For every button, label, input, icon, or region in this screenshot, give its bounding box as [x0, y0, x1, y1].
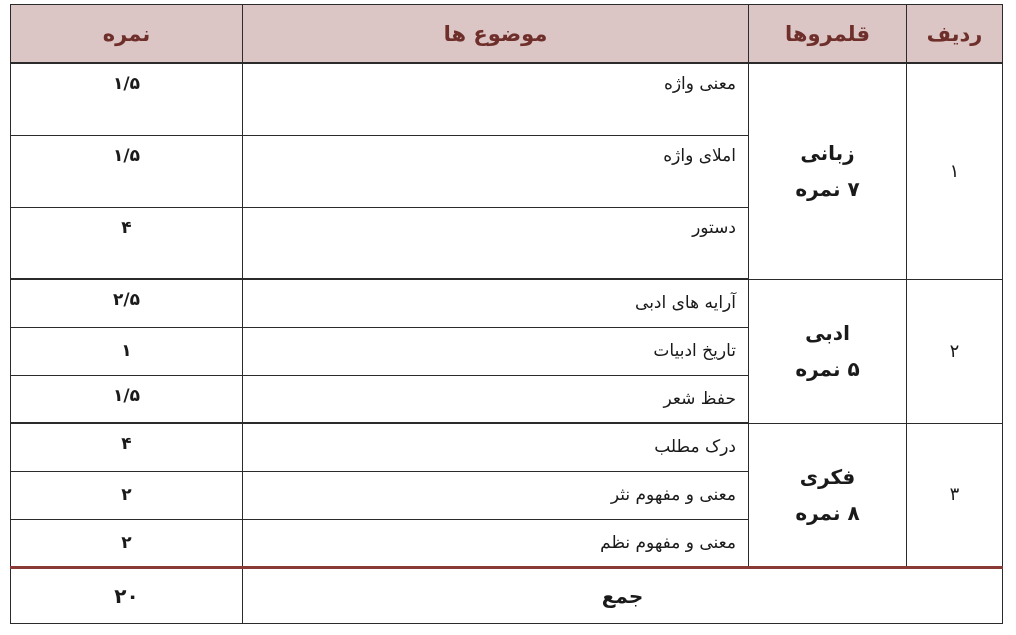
row-number-cell: ۳ — [907, 423, 1003, 567]
score-table-container — [10, 4, 1002, 624]
topic-cell: درک مطلب — [243, 423, 749, 471]
table-row — [11, 63, 1003, 135]
score-cell: ۲ — [11, 471, 243, 519]
topic-cell: معنی و مفهوم نثر — [243, 471, 749, 519]
domain-cell — [749, 279, 907, 423]
domain-score: ۵ نمره — [795, 357, 860, 381]
header-row — [11, 5, 1003, 64]
header-domain: قلمروها — [749, 5, 907, 64]
topic-cell: معنی واژه — [243, 63, 749, 135]
score-cell: ۲ — [11, 519, 243, 567]
score-cell: ۱/۵ — [11, 375, 243, 423]
domain-score: ۷ نمره — [795, 177, 860, 202]
score-cell: ۱ — [11, 327, 243, 375]
score-distribution-table — [10, 4, 1003, 624]
score-cell: ۱/۵ — [11, 63, 243, 135]
topic-cell: معنی و مفهوم نظم — [243, 519, 749, 567]
total-score: ۲۰ — [11, 567, 243, 623]
total-row — [11, 567, 1003, 623]
topic-cell: آرایه های ادبی — [243, 279, 749, 327]
domain-name: زبانی — [800, 141, 855, 166]
header-topics: موضوع ها — [243, 5, 749, 64]
score-cell: ۲/۵ — [11, 279, 243, 327]
topic-cell: حفظ شعر — [243, 375, 749, 423]
header-row-number: ردیف — [907, 5, 1003, 64]
topic-cell: دستور — [243, 207, 749, 279]
score-cell: ۱/۵ — [11, 135, 243, 207]
domain-score: ۸ نمره — [795, 500, 860, 525]
row-number-cell: ۱ — [907, 63, 1003, 279]
domain-cell — [749, 423, 907, 567]
domain-name: فکری — [799, 464, 856, 489]
topic-cell: تاریخ ادبیات — [243, 327, 749, 375]
table-row — [11, 279, 1003, 327]
domain-cell — [749, 63, 907, 279]
header-score: نمره — [11, 5, 243, 64]
total-label: جمع — [243, 567, 1003, 623]
domain-name: ادبی — [805, 321, 850, 345]
table-row — [11, 423, 1003, 471]
topic-cell: املای واژه — [243, 135, 749, 207]
score-cell: ۴ — [11, 423, 243, 471]
row-number-cell: ۲ — [907, 279, 1003, 423]
score-cell: ۴ — [11, 207, 243, 279]
